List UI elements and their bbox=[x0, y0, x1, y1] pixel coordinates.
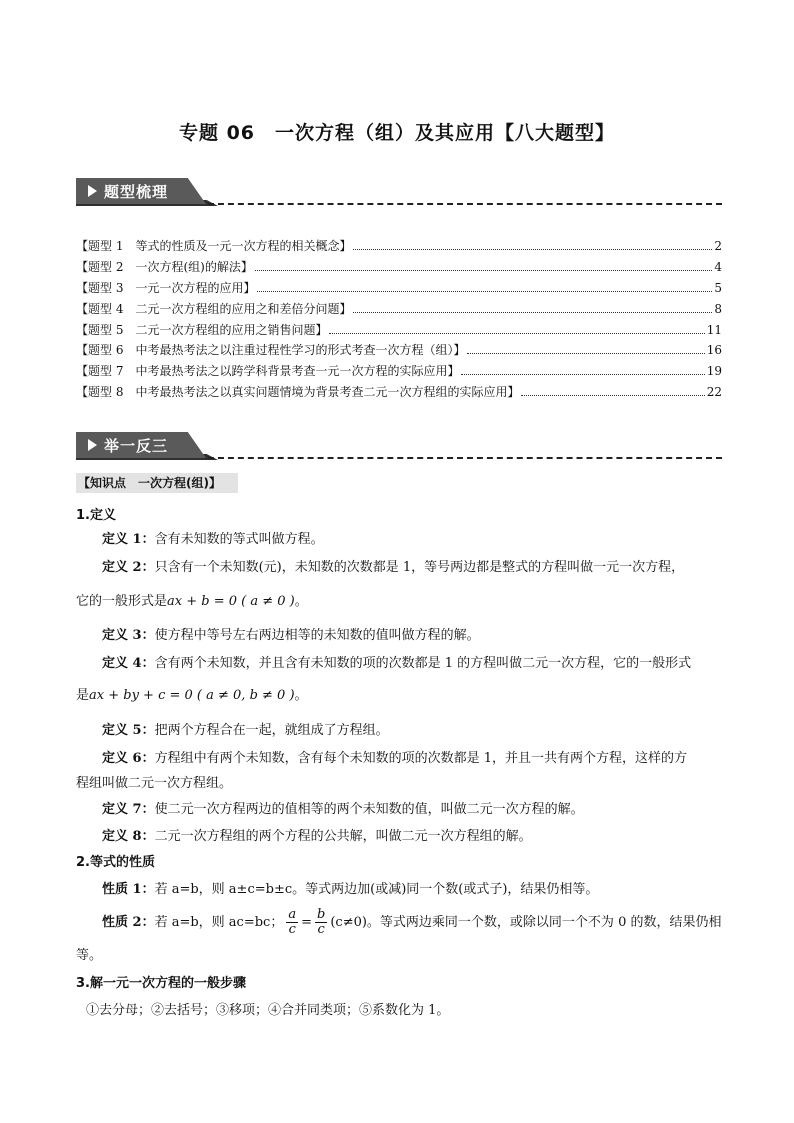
definition-label: 定义 5： bbox=[102, 723, 155, 738]
solving-steps: ①去分母；②去括号；③移项；④合并同类项；⑤系数化为 1。 bbox=[86, 1003, 450, 1018]
definition-3 bbox=[102, 628, 722, 644]
page-title: 专题 06 一次方程（组）及其应用【八大题型】 bbox=[178, 122, 616, 144]
toc-page-number: 22 bbox=[706, 385, 722, 400]
play-triangle-icon bbox=[88, 185, 97, 197]
property-label: 性质 2： bbox=[102, 915, 155, 930]
definition-4-continued bbox=[76, 688, 722, 704]
property-text: (c≠0)。等式两边乘同一个数，或除以同一个不为 0 的数，结果仍相 bbox=[330, 915, 722, 930]
property-label: 性质 1： bbox=[102, 882, 155, 897]
definition-4 bbox=[102, 656, 722, 672]
fraction-b-over-c bbox=[315, 908, 327, 937]
fraction-denominator: c bbox=[317, 922, 325, 937]
property-2-continued bbox=[76, 948, 722, 964]
toc-page-number: 8 bbox=[714, 301, 722, 316]
toc-item-text: 【题型 5 二元一次方程组的应用之销售问题】 bbox=[76, 322, 328, 337]
definition-5 bbox=[102, 723, 722, 739]
knowledge-point-tag: 【知识点 一次方程(组)】 bbox=[76, 473, 238, 493]
property-2 bbox=[102, 908, 722, 937]
formula: ax + b = 0 ( a ≠ 0 ) bbox=[167, 594, 295, 609]
equals-sign: = bbox=[301, 915, 313, 930]
toc-item-text: 【题型 3 一元一次方程的应用】 bbox=[76, 280, 256, 295]
definition-text: 。 bbox=[294, 688, 308, 703]
toc-item[interactable] bbox=[76, 279, 722, 300]
toc-item[interactable] bbox=[76, 383, 722, 404]
toc-item[interactable] bbox=[76, 237, 722, 258]
toc-item[interactable] bbox=[76, 300, 722, 321]
definition-label: 定义 3： bbox=[102, 628, 155, 643]
section-header-topic-overview bbox=[76, 178, 722, 208]
definition-7 bbox=[102, 802, 722, 818]
toc-leader-dots bbox=[467, 344, 704, 354]
toc-item[interactable] bbox=[76, 362, 722, 383]
table-of-contents bbox=[76, 237, 722, 404]
toc-page-number: 4 bbox=[714, 259, 722, 274]
toc-leader-dots bbox=[255, 261, 713, 271]
definition-label: 定义 6： bbox=[102, 751, 155, 766]
definition-label: 定义 7： bbox=[102, 802, 155, 817]
toc-page-number: 16 bbox=[706, 343, 722, 358]
fraction-numerator: b bbox=[317, 907, 326, 922]
fraction-numerator: a bbox=[288, 907, 297, 922]
property-text: 若 a=b，则 ac=bc； bbox=[154, 915, 284, 930]
heading-solving-steps: 3.解一元一次方程的一般步骤 bbox=[76, 976, 246, 991]
definition-text: 含有两个未知数，并且含有未知数的项的次数都是 1 的方程叫做二元一次方程，它的一般形式 bbox=[154, 656, 692, 671]
section-title: 题型梳理 bbox=[104, 183, 169, 201]
toc-item[interactable] bbox=[76, 321, 722, 342]
definition-text: 。 bbox=[294, 594, 308, 609]
toc-item-text: 【题型 2 一次方程(组)的解法】 bbox=[76, 259, 253, 274]
definition-text: 使方程中等号左右两边相等的未知数的值叫做方程的解。 bbox=[154, 628, 480, 643]
fraction-denominator: c bbox=[288, 922, 296, 937]
toc-item-text: 【题型 7 中考最热考法之以跨学科背景考查一元一次方程的实际应用】 bbox=[76, 364, 460, 379]
toc-leader-dots bbox=[353, 303, 712, 313]
section-title: 举一反三 bbox=[104, 437, 169, 455]
section-divider bbox=[208, 203, 722, 205]
toc-item-text: 【题型 4 二元一次方程组的应用之和差倍分问题】 bbox=[76, 301, 352, 316]
toc-leader-dots bbox=[329, 324, 704, 334]
definition-6-continued bbox=[76, 776, 722, 792]
definition-label: 定义 8： bbox=[102, 829, 155, 844]
definition-2 bbox=[102, 560, 722, 576]
heading-definition: 1.定义 bbox=[76, 508, 116, 523]
property-text: 若 a=b，则 a±c=b±c。等式两边加(或减)同一个数(或式子)，结果仍相等。 bbox=[154, 882, 599, 897]
toc-item-text: 【题型 6 中考最热考法之以注重过程性学习的形式考查一次方程（组）】 bbox=[76, 343, 466, 358]
definition-text: 含有未知数的等式叫做方程。 bbox=[154, 532, 324, 547]
toc-item-text: 【题型 1 等式的性质及一元一次方程的相关概念】 bbox=[76, 239, 352, 253]
toc-item[interactable] bbox=[76, 258, 722, 279]
toc-leader-dots bbox=[257, 282, 712, 292]
definition-text: 把两个方程合在一起，就组成了方程组。 bbox=[154, 723, 389, 738]
formula: ax + by + c = 0 ( a ≠ 0, b ≠ 0 ) bbox=[89, 688, 295, 703]
toc-page-number: 2 bbox=[714, 239, 722, 253]
section-header-examples bbox=[76, 432, 722, 462]
definition-label: 定义 1： bbox=[102, 532, 155, 547]
toc-leader-dots bbox=[353, 240, 712, 250]
definition-1 bbox=[102, 532, 722, 548]
definition-text: 方程组中有两个未知数，含有每个未知数的项的次数都是 1，并且一共有两个方程，这样的方 bbox=[154, 751, 687, 766]
fraction-a-over-c bbox=[286, 908, 298, 937]
definition-label: 定义 2： bbox=[102, 560, 155, 575]
property-1 bbox=[102, 882, 722, 898]
definition-text: 使二元一次方程两边的值相等的两个未知数的值，叫做二元一次方程的解。 bbox=[154, 802, 584, 817]
play-triangle-icon bbox=[88, 439, 97, 451]
definition-2-continued bbox=[76, 594, 722, 610]
definition-text: 只含有一个未知数(元)，未知数的次数都是 1，等号两边都是整式的方程叫做一元一次方程， bbox=[154, 560, 685, 575]
toc-page-number: 11 bbox=[706, 322, 722, 337]
heading-equality-properties: 2.等式的性质 bbox=[76, 855, 155, 870]
toc-leader-dots bbox=[521, 386, 704, 396]
toc-item[interactable] bbox=[76, 341, 722, 362]
definition-label: 定义 4： bbox=[102, 656, 155, 671]
definition-text: 程组叫做二元一次方程组。 bbox=[76, 776, 233, 791]
toc-leader-dots bbox=[461, 365, 704, 375]
toc-item-text: 【题型 8 中考最热考法之以真实问题情境为背景考查二元一次方程组的实际应用】 bbox=[76, 385, 520, 400]
definition-text: 它的一般形式是 bbox=[76, 594, 168, 609]
section-divider bbox=[208, 457, 722, 459]
definition-6 bbox=[102, 751, 722, 767]
definition-text: 二元一次方程组的两个方程的公共解，叫做二元一次方程组的解。 bbox=[154, 829, 532, 844]
definition-text: 是 bbox=[76, 688, 90, 703]
toc-page-number: 19 bbox=[706, 364, 722, 379]
toc-page-number: 5 bbox=[714, 280, 722, 295]
definition-8 bbox=[102, 829, 722, 845]
property-text: 等。 bbox=[76, 948, 103, 963]
